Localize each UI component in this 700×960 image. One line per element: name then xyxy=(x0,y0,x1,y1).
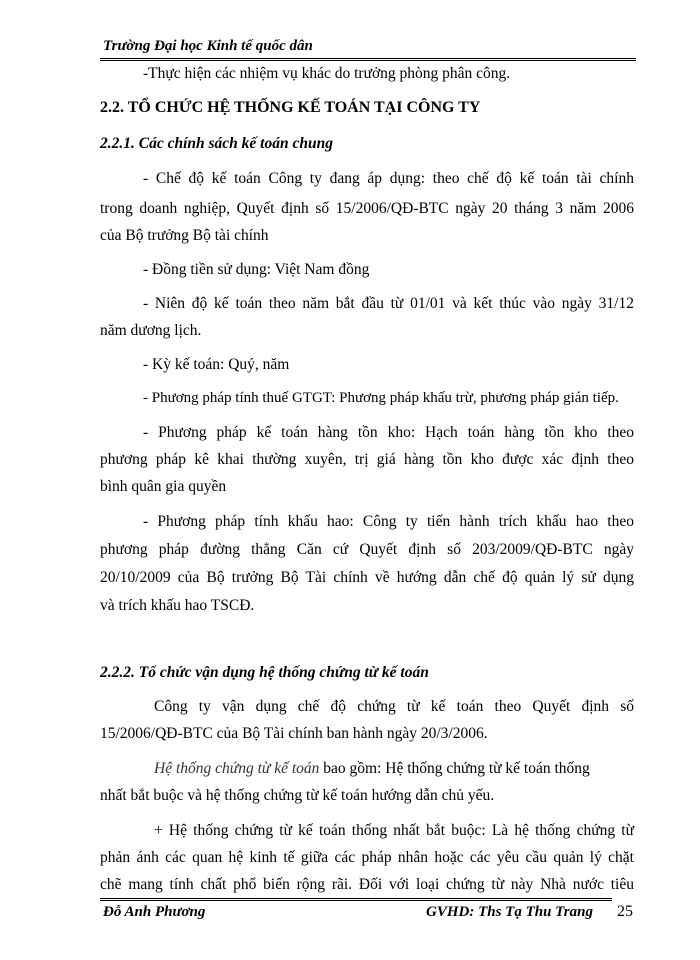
para-vat: - Phương pháp tính thuế GTGT: Phương pháp khấu trừ, phương pháp gián tiếp. xyxy=(143,390,619,406)
para-regime-line-1: - Chế độ kế toán Công ty đang áp dụng: theo chế độ kế toán tài chính xyxy=(143,170,634,187)
header-rule-bottom xyxy=(100,60,636,61)
subheading-accounting-policies: 2.2.1. Các chính sách kế toán chung xyxy=(100,135,333,152)
voucher-system-term: Hệ thống chứng từ kế toán xyxy=(154,760,320,777)
para-inventory-line-1: - Phương pháp kế toán hàng tồn kho: Hạch toán hàng tồn kho theo xyxy=(143,424,634,441)
section-heading: 2.2. TỔ CHỨC HỆ THỐNG KẾ TOÁN TẠI CÔNG TY xyxy=(100,99,481,116)
para-vouchers-line-2: 15/2006/QĐ-BTC của Bộ Tài chính ban hành ngày 20/3/2006. xyxy=(100,725,488,742)
para-fiscal-year-line-1: - Niên độ kế toán theo năm bắt đầu từ 01/01 và kết thúc vào ngày 31/12 xyxy=(143,295,634,312)
para-inventory-line-3: bình quân gia quyền xyxy=(100,478,227,495)
para-fiscal-year-line-2: năm dương lịch. xyxy=(100,322,202,339)
page-number: 25 xyxy=(617,903,633,920)
para-depreciation-line-1: - Phương pháp tính khấu hao: Công ty tiến hành trích khấu hao theo xyxy=(143,513,634,530)
para-regime-line-2: trong doanh nghiệp, Quyết định số 15/2006/QĐ-BTC ngày 20 tháng 3 năm 2006 xyxy=(100,200,634,217)
para-currency: - Đồng tiền sử dụng: Việt Nam đồng xyxy=(143,261,370,278)
para-system-line-1 xyxy=(154,760,634,778)
subheading-voucher-system: 2.2.2. Tổ chức vận dụng hệ thống chứng từ kế toán xyxy=(100,664,429,681)
voucher-system-rest: bao gồm: Hệ thống chứng từ kế toán thống xyxy=(319,760,590,777)
footer-author: Đỗ Anh Phương xyxy=(103,904,206,920)
para-mandatory-line-2: phản ánh các quan hệ kinh tế giữa các pháp nhân hoặc các yêu cầu quản lý chặt xyxy=(100,849,634,866)
para-mandatory-line-1: + Hệ thống chứng từ kế toán thống nhất bắt buộc: Là hệ thống chứng từ xyxy=(154,822,634,839)
footer-rule-bottom xyxy=(100,900,612,901)
para-period: - Kỳ kế toán: Quý, năm xyxy=(143,356,290,373)
para-depreciation-line-2: phương pháp đường thẳng Căn cứ Quyết định số 203/2009/QĐ-BTC ngày xyxy=(100,541,634,558)
footer-rule-top xyxy=(100,898,612,899)
para-depreciation-line-3: 20/10/2009 của Bộ trưởng Bộ Tài chính về hướng dẫn chế độ quản lý sử dụng xyxy=(100,569,634,586)
para-mandatory-line-3: chẽ mang tính chất phổ biến rộng rãi. Đối với loại chứng từ này Nhà nước tiêu xyxy=(100,876,634,893)
para-system-line-2: nhất bắt buộc và hệ thống chứng từ kế toán hướng dẫn chủ yếu. xyxy=(100,787,495,804)
header-rule-top xyxy=(100,58,636,59)
intro-line: -Thực hiện các nhiệm vụ khác do trưởng phòng phân công. xyxy=(143,65,511,82)
header-title: Trường Đại học Kinh tế quốc dân xyxy=(103,38,313,54)
para-vouchers-line-1: Công ty vận dụng chế độ chứng từ kế toán theo Quyết định số xyxy=(154,698,634,715)
footer-supervisor: GVHD: Ths Tạ Thu Trang xyxy=(426,904,593,920)
para-depreciation-line-4: và trích khấu hao TSCĐ. xyxy=(100,597,255,614)
para-inventory-line-2: phương pháp kê khai thường xuyên, trị giá hàng tồn kho được xác định theo xyxy=(100,451,634,468)
para-regime-line-3: của Bộ trưởng Bộ tài chính xyxy=(100,227,269,244)
